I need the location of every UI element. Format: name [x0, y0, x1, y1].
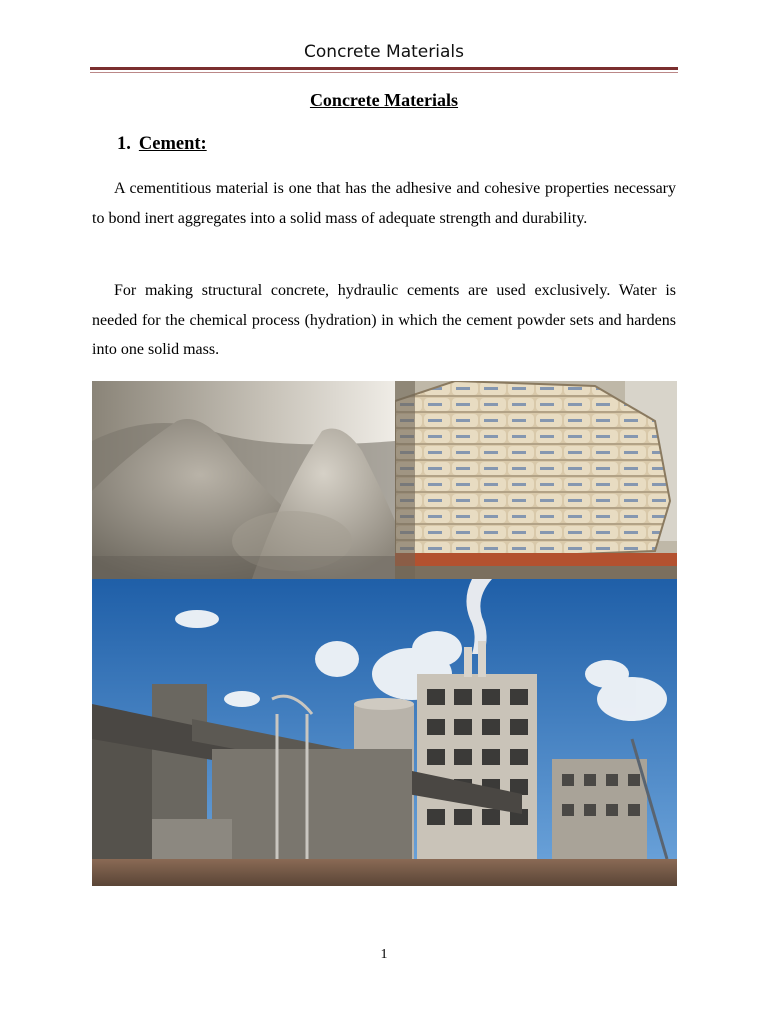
- header-rule-thick: [90, 67, 678, 70]
- cement-bags-photo: [395, 381, 677, 579]
- paragraph-1: A cementitious material is one that has the adhesive and cohesive properties necessary to bond inert aggregates into a solid mass of adequate strength and durability.: [92, 180, 676, 227]
- header-rule-thin: [90, 72, 678, 73]
- section-heading: [117, 134, 207, 155]
- paragraph-2: For making structural concrete, hydraulic cements are used exclusively. Water is needed for the chemical process (hydration) in which the cement powder sets and hardens into one solid mass.: [92, 282, 676, 358]
- page-number: 1: [380, 947, 388, 962]
- running-header: Concrete Materials: [304, 42, 464, 62]
- document-title: Concrete Materials: [309, 90, 459, 110]
- cement-powder-photo: [92, 381, 395, 579]
- cement-plant-photo: [92, 579, 677, 886]
- section-heading-text: Cement:: [138, 134, 207, 154]
- section-number: 1.: [117, 134, 131, 154]
